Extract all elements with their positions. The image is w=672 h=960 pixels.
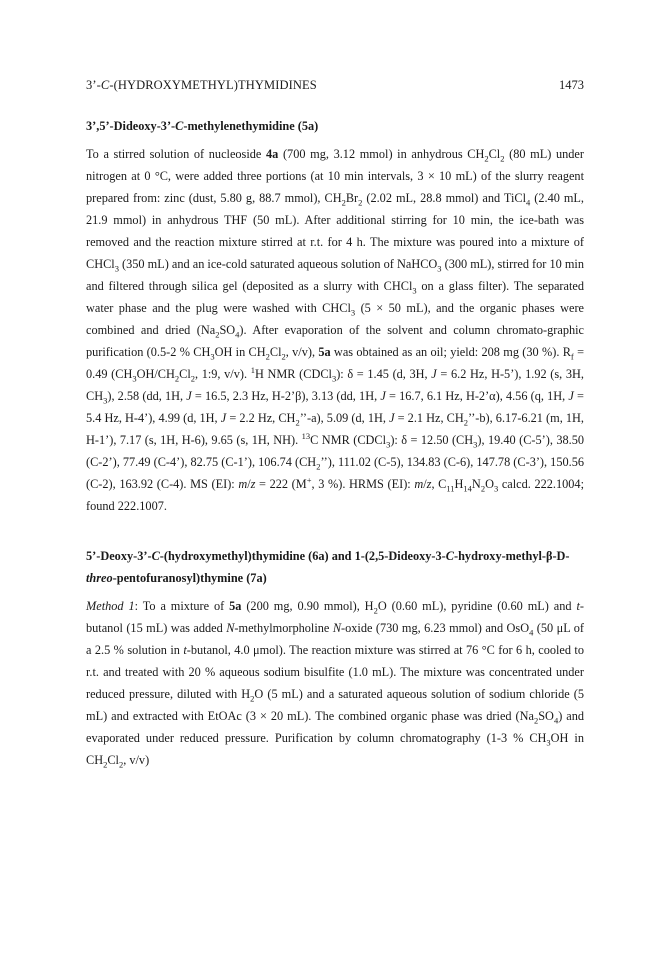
section-spacer — [86, 517, 584, 545]
section-body-5a: To a stirred solution of nucleoside 4a (700 mg, 3.12 mmol) in anhydrous $CH_2Cl_2$ (80 mL) under nitrogen at 0 °C, were added three portions (at 10 min intervals, 3 × 10 mL) of the slurry reagent prepared from: zinc (dust, 5.80 g, 88.7 mmol), $CH_2Br_2$ (2.02 mL, 28.8 mmol) and TiCl$_4$ (2.40 mL, 21.9 mmol) in anhydrous THF (50 mL). After additional stirring for 10 min, the ice-bath was removed and the reaction mixture stirred at r.t. for 4 h. The mixture was poured into a mixture of CHCl$_3$ (350 mL) and an ice-cold saturated aqueous solution of NaHCO$_3$ (300 mL), stirred for 10 min and filtered through silica gel (deposited as a slurry with CHCl$_3$ on a glass filter). The separated water phase and the plug were washed with CHCl$_3$ (5 × 50 mL), and the organic phases were combined and dried $(Na_2SO_4)$. After evaporation of the solvent and column chromato-graphic purification (0.5-2 % $CH_3OH$ in $CH_2Cl_2$, v/v), 5a was obtained as an oil; yield: 208 mg (30 %). $R_f = 0.49$ ($CH_3OH/CH_2Cl_2$, 1:9, v/v). $^1$H NMR (CDCl$_3$): δ = 1.45 (d, 3H, J = 6.2 Hz, H-5’), 1.92 (s, 3H, $CH_3$), 2.58 (dd, 1H, J = 16.5, 2.3 Hz, H-2’β), 3.13 (dd, 1H, J = 16.7, 6.1 Hz, H-2’α), 4.56 (q, 1H, J = 5.4 Hz, H-4’), 4.99 (d, 1H, J = 2.2 Hz, $CH_2’’-a$), 5.09 (d, 1H, J = 2.1 Hz, $CH_2’’-b$), 6.17-6.21 (m, 1H, H-1’), 7.17 (s, 1H, H-6), 9.65 (s, 1H, NH). $^{13}$C NMR (CDCl$_3$): δ = 12.50 $(CH_3)$, 19.40 (C-5’), 38.50 (C-2’), 77.49 (C-4’), 82.75 (C-1’), 106.74 $(CH_2’’)$, 111.02 (C-5), 134.83 (C-6), 147.78 (C-3’), 150.56 (C-2), 163.92 (C-4). MS (EI): m/z = 222 (M+, 3 %). HRMS (EI): m/z, $C_{11}H_{14}N_2O_3$ calcd. 222.1004; found 222.1007. — [86, 147, 585, 513]
section-heading-6a-7a: 5’-Deoxy-3’-C-(hydroxymethyl)thymidine (6a) and 1-(2,5-Dideoxy-3-C-hydroxy-methyl-β-D-threo-pentofuranosyl)thymine (7a) — [86, 549, 570, 585]
section-heading-5a: 3’,5’-Dideoxy-3’-C-methylenethymidine (5a) — [86, 119, 319, 133]
running-header — [86, 78, 584, 93]
page-number: 1473 — [559, 78, 584, 92]
page — [86, 78, 584, 771]
running-title: 3’-C-(HYDROXYMETHYL)THYMIDINES — [86, 78, 317, 92]
section-body-6a-7a: Method 1: To a mixture of 5a (200 mg, 0.90 mmol), $H_2O$ (0.60 mL), pyridine (0.60 mL) and t-butanol (15 mL) was added N-methylmorpholine N-oxide (730 mg, 6.23 mmol) and OsO$_4$ (50 μL of a 2.5 % solution in t-butanol, 4.0 μmol). The reaction mixture was stirred at 76 °C for 6 h, cooled to r.t. and treated with 20 % aqueous sodium bisulfite (1.0 mL). The mixture was concentrated under reduced pressure, diluted with $H_2O$ (5 mL) and a saturated aqueous solution of sodium chloride (5 mL) and extracted with EtOAc (3 × 20 mL). The combined organic phase was dried $(Na_2SO_4)$ and evaporated under reduced pressure. Purification by column chromatography (1-3 % $CH_3OH$ in $CH_2Cl_2$, v/v) — [86, 599, 585, 770]
